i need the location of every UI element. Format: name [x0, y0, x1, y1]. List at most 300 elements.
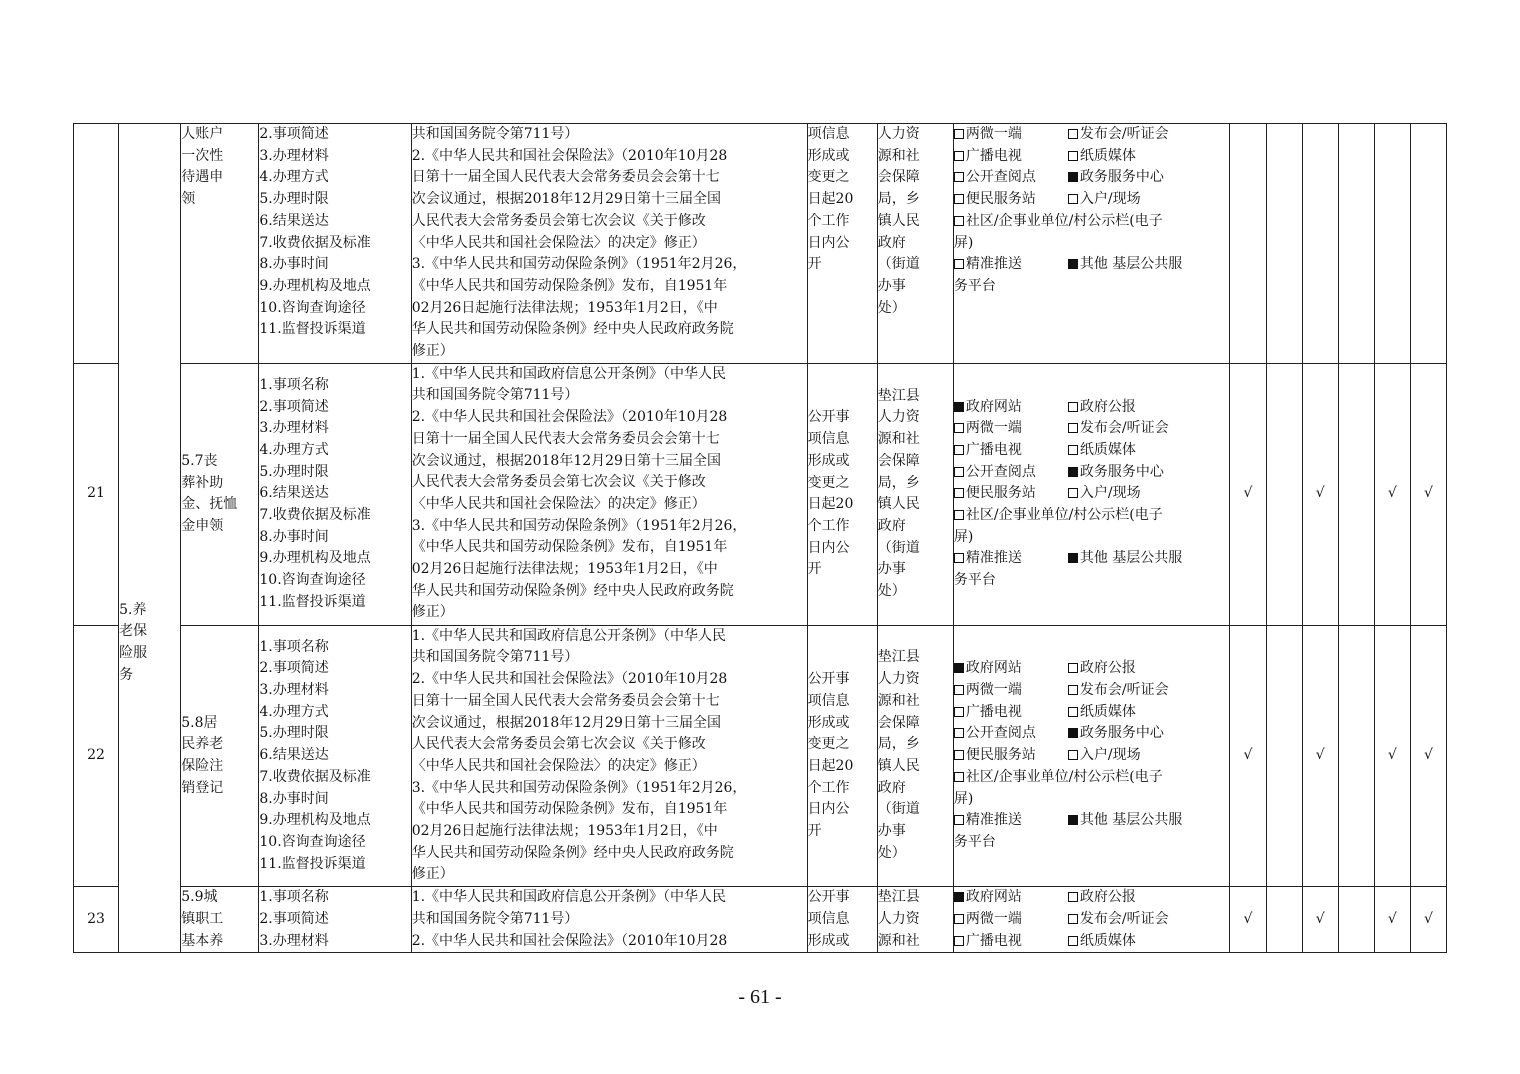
text-line: 8.办事时间 [259, 528, 329, 545]
channel-label: 政府公报 [1079, 398, 1136, 415]
text-line: 7.收费依据及标准 [259, 768, 371, 785]
check-cell: √ [1302, 887, 1338, 953]
text-line: 1.事项名称 [259, 638, 329, 655]
text-line: 1.事项名称 [259, 376, 329, 393]
disclosure-channels [953, 124, 1230, 364]
channel-label: 广播电视 [965, 703, 1022, 720]
text-line: 日内公 [807, 539, 850, 556]
text-line: 镇人民 [877, 757, 920, 774]
channel-row [954, 397, 1230, 419]
text-line: 待遇申 [181, 169, 224, 186]
channel-row [954, 505, 1230, 527]
channel-label: 发布会/听证会 [1079, 681, 1169, 698]
channel-label: 发布会/听证会 [1079, 420, 1169, 437]
text-line: 务 [119, 666, 134, 683]
text-line: 2.《中华人民共和国社会保险法》（2010年10月28 [411, 409, 728, 426]
channel-row [954, 167, 1230, 189]
channel-label: 广播电视 [965, 147, 1022, 164]
text-line: 形成或 [807, 147, 850, 164]
text-line: 1.《中华人民共和国政府信息公开条例》（中华人民 [411, 627, 727, 644]
text-line: 日起20 [807, 757, 854, 774]
disclosure-elements [259, 363, 411, 625]
channel-option [954, 810, 1068, 832]
disclosure-channels [953, 363, 1230, 625]
disclosure-subject [877, 625, 953, 886]
channel-option [1068, 660, 1136, 676]
channel-option [954, 483, 1068, 505]
text-line: 公开事 [807, 409, 850, 426]
unchecked-box-icon [954, 772, 964, 782]
text-line: 金、抚恤 [181, 496, 238, 513]
row-number [74, 124, 119, 364]
channel-label: 政府网站 [965, 398, 1022, 415]
text-line: 老保 [119, 623, 148, 640]
text-line: 变更之 [807, 169, 850, 186]
table-row [74, 363, 1447, 625]
channel-row [954, 189, 1230, 211]
channel-row [954, 548, 1230, 570]
checked-box-icon [1068, 259, 1078, 269]
text-line: 人民代表大会常务委员会第七次会议《关于修改 [411, 474, 706, 491]
channel-row [954, 702, 1230, 724]
text-line: （街道 [877, 801, 920, 818]
channel-option [1068, 889, 1136, 905]
text-line: 3.《中华人民共和国劳动保险条例》（1951年2月26， [411, 779, 747, 796]
text-line: 共和国国务院令第711号） [411, 910, 579, 927]
channel-row [954, 124, 1230, 146]
text-line: 个工作 [807, 517, 850, 534]
check-cell [1266, 363, 1302, 625]
text-line: 1.事项名称 [259, 889, 329, 906]
text-line: 5.办理时限 [259, 463, 329, 480]
text-line: 《中华人民共和国劳动保险条例》发布，自1951年 [411, 539, 728, 556]
channel-option [1068, 420, 1169, 436]
channel-row [954, 745, 1230, 767]
text-line: 5.养 [119, 601, 147, 618]
channel-option [1068, 442, 1136, 458]
channel-option [1068, 550, 1182, 566]
text-line: 3.办理材料 [259, 681, 329, 698]
text-line: 开 [807, 823, 822, 840]
text-line: 修正） [411, 604, 454, 621]
unchecked-box-icon [954, 129, 964, 139]
text-line: 3.办理材料 [259, 420, 329, 437]
text-line: 金申领 [181, 517, 224, 534]
text-line: 项信息 [807, 126, 850, 142]
text-line: 政府 [877, 517, 906, 534]
channel-label: 纸质媒体 [1079, 441, 1136, 458]
text-line: 9.办理机构及地点 [259, 277, 371, 294]
check-cell: √ [1410, 363, 1446, 625]
text-line: 日起20 [807, 191, 854, 208]
text-line: 2.事项简述 [259, 660, 329, 677]
text-line: 局，乡 [877, 474, 920, 491]
check-cell: √ [1374, 363, 1410, 625]
channel-row [954, 909, 1230, 931]
text-line: 局，乡 [877, 736, 920, 753]
text-line: 变更之 [807, 736, 850, 753]
channel-label: 其他 基层公共服 [1079, 550, 1183, 567]
channel-label: 其他 基层公共服 [1079, 256, 1183, 273]
text-line: 2.事项简述 [259, 126, 329, 142]
channel-row [954, 931, 1230, 953]
text-line: 险服 [119, 645, 148, 662]
unchecked-box-icon [954, 728, 964, 738]
channel-option [1068, 485, 1141, 501]
channel-label: 社区/企事业单位/村公示栏(电子 [965, 507, 1163, 524]
channel-label: 两微一端 [965, 681, 1022, 698]
unchecked-box-icon [954, 194, 964, 204]
text-line: 4.办理方式 [259, 703, 329, 720]
text-line: 共和国国务院令第711号） [411, 126, 579, 142]
unchecked-box-icon [954, 259, 964, 269]
channel-label: 入户/现场 [1079, 747, 1141, 764]
channel-label: 广播电视 [965, 441, 1022, 458]
channel-option [1068, 747, 1141, 763]
channel-label: 政府网站 [965, 660, 1022, 677]
text-line: 〈中华人民共和国社会保险法〉的决定》修正） [411, 234, 706, 251]
check-cell [1338, 887, 1374, 953]
text-line: 次会议通过，根据2018年12月29日第十三届全国 [411, 714, 721, 731]
text-line: 10.咨询查询途径 [259, 833, 366, 850]
channel-text: 务平台 [953, 833, 996, 850]
channel-row [954, 789, 1230, 811]
channel-label: 纸质媒体 [1079, 932, 1136, 949]
text-line: 10.咨询查询途径 [259, 299, 366, 316]
checked-box-icon [1068, 172, 1078, 182]
text-line: 日内公 [807, 801, 850, 818]
channel-text: 屏) [953, 528, 974, 545]
channel-option [954, 931, 1068, 953]
text-line: 垫江县 [877, 649, 920, 666]
channel-label: 便民服务站 [965, 485, 1036, 502]
channel-row [954, 570, 1230, 592]
channel-row [954, 810, 1230, 832]
unchecked-box-icon [954, 151, 964, 161]
unchecked-box-icon [1068, 194, 1078, 204]
disclosure-time [807, 363, 877, 625]
text-line: 日第十一届全国人民代表大会常务委员会会第十七 [411, 692, 720, 709]
channel-label: 广播电视 [965, 932, 1022, 949]
text-line: 华人民共和国劳动保险条例》经中央人民政府政务院 [411, 582, 734, 599]
channel-label: 政府公报 [1079, 660, 1136, 677]
text-line: 镇职工 [181, 910, 224, 927]
channel-option [954, 702, 1068, 724]
text-line: 1.《中华人民共和国政府信息公开条例》（中华人民 [411, 365, 727, 382]
text-line: 6.结果送达 [259, 747, 329, 764]
text-line: 办事 [877, 277, 906, 294]
text-line: 8.办事时间 [259, 256, 329, 273]
text-line: 共和国国务院令第711号） [411, 387, 579, 404]
text-line: 2.《中华人民共和国社会保险法》（2010年10月28 [411, 147, 728, 164]
channel-label: 两微一端 [965, 126, 1022, 142]
text-line: 处） [877, 844, 906, 861]
text-line: 开 [807, 256, 822, 273]
channel-option [1068, 126, 1169, 142]
text-line: 4.办理方式 [259, 169, 329, 186]
text-line: 项信息 [807, 431, 850, 448]
channel-option [1068, 148, 1136, 164]
text-line: 领 [181, 191, 196, 208]
text-line: 华人民共和国劳动保险条例》经中央人民政府政务院 [411, 844, 734, 861]
check-cell [1266, 124, 1302, 364]
legal-basis [411, 625, 807, 886]
unchecked-box-icon [954, 914, 964, 924]
text-line: 人力资 [877, 910, 920, 927]
text-line: 处） [877, 299, 906, 316]
channel-option [954, 909, 1068, 931]
table-row [74, 887, 1447, 953]
channel-row [954, 887, 1230, 909]
text-line: 形成或 [807, 714, 850, 731]
check-cell: √ [1410, 625, 1446, 886]
unchecked-box-icon [954, 172, 964, 182]
check-cell [1374, 124, 1410, 364]
text-line: 变更之 [807, 474, 850, 491]
text-line: 5.8居 [181, 714, 218, 731]
table-row [74, 124, 1447, 364]
text-line: 会保障 [877, 714, 920, 731]
text-line: 项信息 [807, 692, 850, 709]
text-line: 公开事 [807, 889, 850, 906]
text-line: 日起20 [807, 496, 854, 513]
text-line: 1.《中华人民共和国政府信息公开条例》（中华人民 [411, 889, 727, 906]
channel-label: 政务服务中心 [1079, 725, 1164, 742]
channel-option [954, 658, 1068, 680]
check-cell [1338, 363, 1374, 625]
text-line: 镇人民 [877, 212, 920, 229]
text-line: 11.监督投诉渠道 [259, 855, 366, 872]
text-line: 开 [807, 561, 822, 578]
legal-basis [411, 124, 807, 364]
text-line: 人力资 [877, 671, 920, 688]
channel-option [954, 418, 1068, 440]
unchecked-box-icon [1068, 663, 1078, 673]
channel-row [954, 418, 1230, 440]
text-line: 一次性 [181, 147, 224, 164]
channel-label: 发布会/听证会 [1079, 910, 1169, 927]
text-line: 2.事项简述 [259, 398, 329, 415]
text-line: （街道 [877, 256, 920, 273]
text-line: 华人民共和国劳动保险条例》经中央人民政府政务院 [411, 321, 734, 338]
unchecked-box-icon [1068, 423, 1078, 433]
channel-row [954, 211, 1230, 233]
channel-option [954, 462, 1068, 484]
text-line: 次会议通过，根据2018年12月29日第十三届全国 [411, 452, 721, 469]
check-cell: √ [1374, 887, 1410, 953]
text-line: 11.监督投诉渠道 [259, 593, 366, 610]
text-line: 源和社 [877, 147, 920, 164]
unchecked-box-icon [954, 707, 964, 717]
text-line: 次会议通过，根据2018年12月29日第十三届全国 [411, 191, 721, 208]
channel-label: 精准推送 [965, 550, 1022, 567]
text-line: 6.结果送达 [259, 485, 329, 502]
text-line: 人力资 [877, 126, 920, 142]
text-line: 会保障 [877, 452, 920, 469]
text-line: 共和国国务院令第711号） [411, 649, 579, 666]
text-line: 个工作 [807, 779, 850, 796]
channel-option [1068, 704, 1136, 720]
item-name [181, 124, 259, 364]
unchecked-box-icon [954, 423, 964, 433]
channel-option [954, 548, 1068, 570]
channel-option [1068, 256, 1182, 272]
checked-box-icon [1068, 553, 1078, 563]
text-line: 《中华人民共和国劳动保险条例》发布，自1951年 [411, 801, 728, 818]
check-cell [1410, 124, 1446, 364]
channel-row [954, 276, 1230, 298]
channel-option [1068, 399, 1136, 415]
item-name [181, 363, 259, 625]
text-line: 3.《中华人民共和国劳动保险条例》（1951年2月26， [411, 517, 747, 534]
channel-label: 精准推送 [965, 256, 1022, 273]
unchecked-box-icon [954, 488, 964, 498]
check-cell [1266, 625, 1302, 886]
disclosure-subject [877, 124, 953, 364]
channel-option [954, 167, 1068, 189]
channel-label: 精准推送 [965, 812, 1022, 829]
channel-row [954, 527, 1230, 549]
category-label [119, 390, 180, 687]
row-number: 23 [74, 887, 119, 953]
channel-row [954, 440, 1230, 462]
text-line: 2.《中华人民共和国社会保险法》（2010年10月28 [411, 932, 728, 949]
text-line: 源和社 [877, 431, 920, 448]
channel-option [1068, 933, 1136, 949]
check-cell: √ [1410, 887, 1446, 953]
text-line: 〈中华人民共和国社会保险法〉的决定》修正） [411, 495, 706, 512]
unchecked-box-icon [1068, 914, 1078, 924]
channel-row [954, 767, 1230, 789]
channel-option [954, 887, 1068, 909]
check-cell [1266, 887, 1302, 953]
channel-text: 务平台 [953, 277, 996, 294]
channel-option [1068, 682, 1169, 698]
channel-option [1068, 911, 1169, 927]
text-line: 3.办理材料 [259, 147, 329, 164]
channel-row [954, 723, 1230, 745]
disclosure-elements [259, 625, 411, 886]
unchecked-box-icon [954, 553, 964, 563]
channel-option [1068, 725, 1164, 741]
text-line: 6.结果送达 [259, 212, 329, 229]
unchecked-box-icon [954, 216, 964, 226]
check-cell [1230, 124, 1266, 364]
text-line: 处） [877, 583, 906, 600]
channel-row [954, 658, 1230, 680]
channel-label: 入户/现场 [1079, 485, 1141, 502]
text-line: 日内公 [807, 234, 850, 251]
channel-label: 便民服务站 [965, 191, 1036, 208]
channel-label: 纸质媒体 [1079, 147, 1136, 164]
channel-option [954, 254, 1068, 276]
channel-label: 社区/企事业单位/村公示栏(电子 [965, 212, 1163, 229]
category-cell [119, 124, 181, 953]
channel-label: 便民服务站 [965, 747, 1036, 764]
channel-row [954, 146, 1230, 168]
text-line: 办事 [877, 823, 906, 840]
unchecked-box-icon [1068, 445, 1078, 455]
text-line: 5.9城 [181, 889, 218, 906]
channel-option [954, 680, 1068, 702]
channel-row [954, 832, 1230, 854]
text-line: 修正） [411, 343, 454, 360]
text-line: 〈中华人民共和国社会保险法〉的决定》修正） [411, 757, 706, 774]
unchecked-box-icon [1068, 129, 1078, 139]
channel-option [954, 397, 1068, 419]
channel-option [954, 745, 1068, 767]
channel-row [954, 254, 1230, 276]
channel-option [954, 189, 1068, 211]
unchecked-box-icon [954, 815, 964, 825]
text-line: 政府 [877, 234, 906, 251]
text-line: 日第十一届全国人民代表大会常务委员会会第十七 [411, 169, 720, 186]
check-cell: √ [1302, 625, 1338, 886]
unchecked-box-icon [1068, 707, 1078, 717]
text-line: 《中华人民共和国劳动保险条例》发布，自1951年 [411, 277, 728, 294]
channel-option [954, 146, 1068, 168]
text-line: 公开事 [807, 671, 850, 688]
disclosure-subject [877, 363, 953, 625]
unchecked-box-icon [1068, 892, 1078, 902]
channel-row [954, 680, 1230, 702]
check-cell [1338, 124, 1374, 364]
channel-label: 发布会/听证会 [1079, 126, 1169, 142]
check-cell [1302, 124, 1338, 364]
unchecked-box-icon [1068, 151, 1078, 161]
text-line: 人账户 [181, 126, 224, 142]
unchecked-box-icon [954, 445, 964, 455]
text-line: 个工作 [807, 212, 850, 229]
row-number: 21 [74, 363, 119, 625]
text-line: 民养老 [181, 736, 224, 753]
disclosure-time [807, 625, 877, 886]
channel-label: 政府公报 [1079, 889, 1136, 906]
text-line: 源和社 [877, 932, 920, 949]
channel-option [954, 440, 1068, 462]
text-line: 4.办理方式 [259, 441, 329, 458]
text-line: 局，乡 [877, 191, 920, 208]
text-line: 11.监督投诉渠道 [259, 321, 366, 338]
channel-option [1068, 464, 1164, 480]
text-line: 9.办理机构及地点 [259, 812, 371, 829]
checked-box-icon [1068, 815, 1078, 825]
text-line: 垫江县 [877, 387, 920, 404]
channel-label: 社区/企事业单位/村公示栏(电子 [965, 768, 1163, 785]
unchecked-box-icon [954, 467, 964, 477]
check-cell: √ [1374, 625, 1410, 886]
disclosure-subject [877, 887, 953, 953]
text-line: 7.收费依据及标准 [259, 507, 371, 524]
disclosure-elements [259, 124, 411, 364]
check-cell: √ [1230, 363, 1266, 625]
channel-option [954, 723, 1068, 745]
unchecked-box-icon [1068, 685, 1078, 695]
channel-text: 屏) [953, 790, 974, 807]
text-line: 5.办理时限 [259, 191, 329, 208]
text-line: 10.咨询查询途径 [259, 572, 366, 589]
text-line: 项信息 [807, 910, 850, 927]
text-line: 人民代表大会常务委员会第七次会议《关于修改 [411, 736, 706, 753]
page-number: - 61 - [738, 986, 782, 1008]
unchecked-box-icon [1068, 936, 1078, 946]
text-line: 3.《中华人民共和国劳动保险条例》（1951年2月26， [411, 256, 747, 273]
channel-option [1068, 191, 1141, 207]
unchecked-box-icon [1068, 750, 1078, 760]
table-row [74, 625, 1447, 886]
text-line: 5.办理时限 [259, 725, 329, 742]
check-cell [1338, 625, 1374, 886]
